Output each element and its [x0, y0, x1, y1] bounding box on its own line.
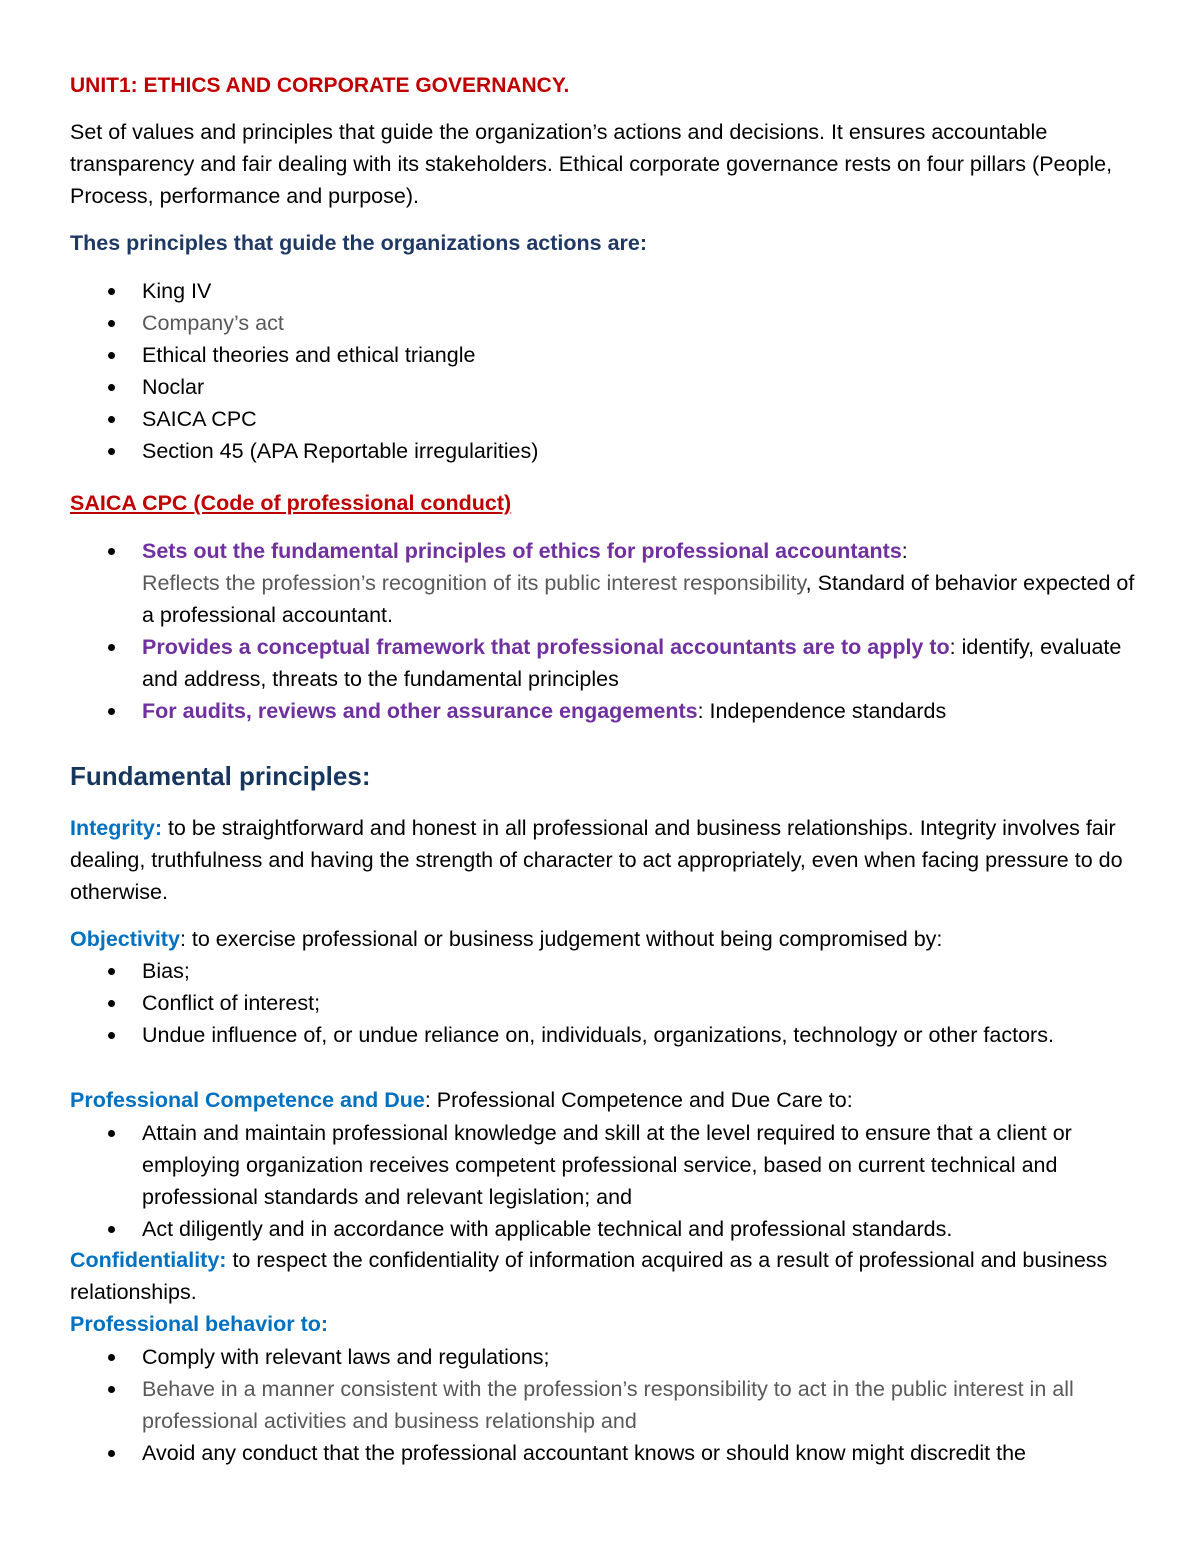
objectivity-list: [70, 955, 1140, 1051]
list-item: [70, 695, 1140, 727]
principles-list: [70, 275, 1140, 467]
competence-label: Professional Competence and Due: [70, 1088, 425, 1112]
saica-item-colon: :: [901, 539, 908, 563]
confidentiality-paragraph: [70, 1244, 1140, 1308]
saica-item-lead: Sets out the fundamental principles of ethics for professional accountants: [142, 539, 902, 563]
list-item: Conflict of interest;: [70, 987, 1140, 1019]
intro-paragraph: Set of values and principles that guide the organization’s actions and decisions. It ensures accountable transparency and fair dealing with its stakeholders. Ethical corporate governance rests on four pillars (People, Process, performance and purpose).: [70, 120, 1113, 208]
competence-list: [70, 1117, 1140, 1245]
competence-text: : Professional Competence and Due Care to:: [424, 1088, 853, 1112]
objectivity-paragraph: [70, 923, 1140, 955]
list-item: Ethical theories and ethical triangle: [70, 339, 1140, 371]
list-item: [70, 631, 1140, 695]
saica-item-detail: Reflects the profession’s recognition of its public interest responsibility: [142, 571, 806, 595]
integrity-label: Integrity:: [70, 816, 162, 840]
confidentiality-text: to respect the confidentiality of information acquired as a result of professional and business relationships.: [70, 1248, 1108, 1304]
saica-list: [70, 535, 1140, 727]
objectivity-label: Objectivity: [70, 927, 180, 951]
list-item: King IV: [70, 275, 1140, 307]
saica-item-rest: : Independence standards: [697, 699, 947, 723]
list-item: Act diligently and in accordance with applicable technical and professional standards.: [70, 1213, 1140, 1245]
list-item: Comply with relevant laws and regulations;: [70, 1341, 1140, 1373]
behavior-heading: Professional behavior to:: [70, 1312, 329, 1336]
fundamental-heading: Fundamental principles:: [70, 761, 371, 791]
confidentiality-label: Confidentiality:: [70, 1248, 227, 1272]
saica-item-rest: : identify, evaluate and address, threats to the fundamental principles: [142, 635, 1122, 691]
list-item: Company’s act: [70, 307, 1140, 339]
list-item: Undue influence of, or undue reliance on, individuals, organizations, technology or other factors.: [70, 1019, 1140, 1051]
objectivity-text: : to exercise professional or business judgement without being compromised by:: [179, 927, 943, 951]
list-item: Bias;: [70, 955, 1140, 987]
list-item: Attain and maintain professional knowledge and skill at the level required to ensure that a client or employing organization receives competent professional service, based on current technical and professional standards and relevant legislation; and: [70, 1117, 1140, 1213]
list-item: Noclar: [70, 371, 1140, 403]
saica-item-lead: Provides a conceptual framework that professional accountants are to apply to: [142, 635, 950, 659]
list-item: SAICA CPC: [70, 403, 1140, 435]
behavior-list: [70, 1341, 1140, 1469]
saica-item-lead: For audits, reviews and other assurance engagements: [142, 699, 698, 723]
saica-heading: SAICA CPC (Code of professional conduct): [70, 491, 512, 515]
saica-item-detail-rest: , Standard of behavior expected of a professional accountant.: [142, 571, 1135, 627]
principles-heading: Thes principles that guide the organizations actions are:: [70, 231, 648, 255]
list-item: Behave in a manner consistent with the profession’s responsibility to act in the public interest in all professional activities and business relationship and: [70, 1373, 1140, 1437]
list-item: Section 45 (APA Reportable irregularities): [70, 435, 1140, 467]
competence-paragraph: [70, 1084, 1140, 1116]
document-title: UNIT1: ETHICS AND CORPORATE GOVERNANCY.: [70, 74, 570, 97]
list-item: Avoid any conduct that the professional accountant knows or should know might discredit the: [70, 1437, 1140, 1469]
list-item: [70, 535, 1140, 631]
integrity-paragraph: [70, 812, 1140, 908]
integrity-text: to be straightforward and honest in all professional and business relationships. Integrity involves fair dealing, truthfulness and having the strength of character to act appropriately, even when facing pressure to do otherwise.: [70, 816, 1123, 904]
